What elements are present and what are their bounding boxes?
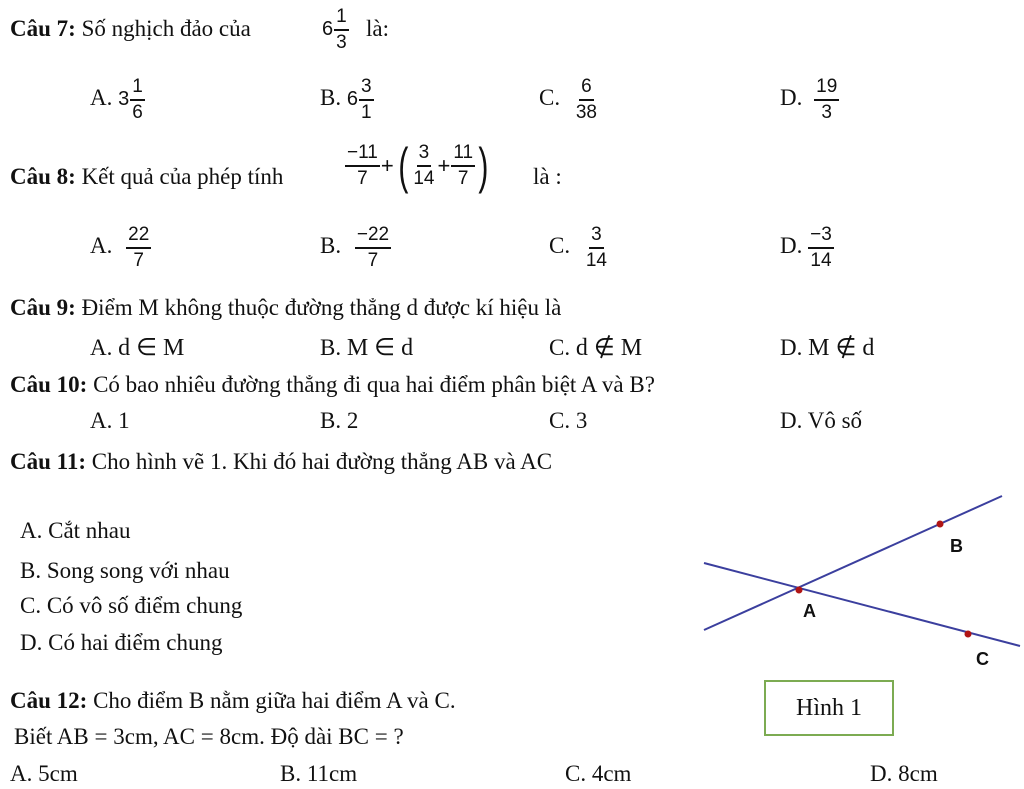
point-a-marker	[796, 587, 803, 594]
question-label: Câu 7:	[10, 16, 76, 41]
question-text: Kết quả của phép tính	[81, 164, 284, 189]
q7-suffix: là:	[366, 16, 389, 41]
q9-option-c[interactable]: C. d ∉ M	[549, 335, 643, 361]
question-text: Cho điểm B nằm giữa hai điểm A và C.	[93, 688, 456, 713]
q8-suffix: là :	[533, 164, 562, 189]
q11-option-c[interactable]: C. Có vô số điểm chung	[20, 593, 243, 618]
question-label: Câu 12:	[10, 688, 88, 713]
q8-expression: $\frac{-11}{7}$ +( $\frac{3}{14}$ + $\frac{11}{7}$ )	[347, 138, 489, 194]
point-b-label: B	[950, 536, 963, 556]
q9-option-d[interactable]: D. M ∉ d	[780, 335, 875, 361]
q12-option-d[interactable]: D. 8cm	[870, 761, 938, 786]
q7-option-b[interactable]: B. 6 $\frac{3}{1}$	[320, 76, 372, 123]
point-c-marker	[965, 631, 972, 638]
q8-option-c[interactable]: C. $\frac{3}{14}$	[549, 224, 607, 271]
question-label: Câu 8:	[10, 164, 76, 189]
q12-option-a[interactable]: A. 5cm	[10, 761, 78, 786]
q10-option-a[interactable]: A. 1	[90, 408, 130, 433]
q7-option-a[interactable]: A. 3 $\frac{1}{6}$	[90, 76, 143, 123]
line-ab	[704, 496, 1002, 630]
whole-part: 6	[322, 18, 334, 41]
question-9	[10, 295, 561, 321]
q10-option-c[interactable]: C. 3	[549, 408, 588, 433]
q10-option-d[interactable]: D. Vô số	[780, 408, 863, 433]
figure-caption: Hình 1	[764, 680, 894, 736]
point-a-label: A	[803, 601, 816, 621]
question-12	[10, 688, 456, 714]
q7-option-c[interactable]: C. $\frac{6}{38}$	[539, 76, 597, 123]
question-7	[10, 16, 251, 42]
question-text: Điểm M không thuộc đường thẳng d được kí hiệu là	[81, 295, 562, 320]
question-text: Có bao nhiêu đường thẳng đi qua hai điểm phân biệt A và B?	[93, 372, 655, 397]
q12-option-c[interactable]: C. 4cm	[565, 761, 632, 786]
q11-option-b[interactable]: B. Song song với nhau	[20, 558, 230, 583]
q7-mixed-number	[322, 6, 349, 54]
q7-option-d[interactable]: D. $\frac{19}{3}$	[780, 76, 838, 123]
question-text: Cho hình vẽ 1. Khi đó hai đường thẳng AB và AC	[91, 449, 553, 474]
q12-option-b[interactable]: B. 11cm	[280, 761, 358, 786]
question-label: Câu 9:	[10, 295, 76, 320]
question-label: Câu 10:	[10, 372, 88, 397]
q10-option-b[interactable]: B. 2	[320, 408, 359, 433]
figure-1	[690, 490, 1024, 680]
fraction: $\frac{1}{3}$	[336, 6, 347, 53]
question-label: Câu 11:	[10, 449, 87, 474]
question-text: Số nghịch đảo của	[81, 16, 251, 41]
question-8	[10, 164, 283, 190]
point-b-marker	[937, 521, 944, 528]
q12-given: Biết AB = 3cm, AC = 8cm. Độ dài BC = ?	[14, 724, 404, 749]
question-11	[10, 449, 552, 475]
q8-option-a[interactable]: A. $\frac{22}{7}$	[90, 224, 150, 271]
question-10	[10, 372, 655, 398]
q11-option-d[interactable]: D. Có hai điểm chung	[20, 630, 223, 655]
line-ac	[704, 563, 1020, 646]
q11-option-a[interactable]: A. Cắt nhau	[20, 518, 131, 543]
q8-option-b[interactable]: B. $\frac{-22}{7}$	[320, 224, 390, 271]
q9-option-b[interactable]: B. M ∈ d	[320, 335, 414, 361]
point-c-label: C	[976, 649, 989, 669]
q9-option-a[interactable]: A. d ∈ M	[90, 335, 185, 361]
q8-option-d[interactable]: D. $\frac{-3}{14}$	[780, 224, 832, 271]
